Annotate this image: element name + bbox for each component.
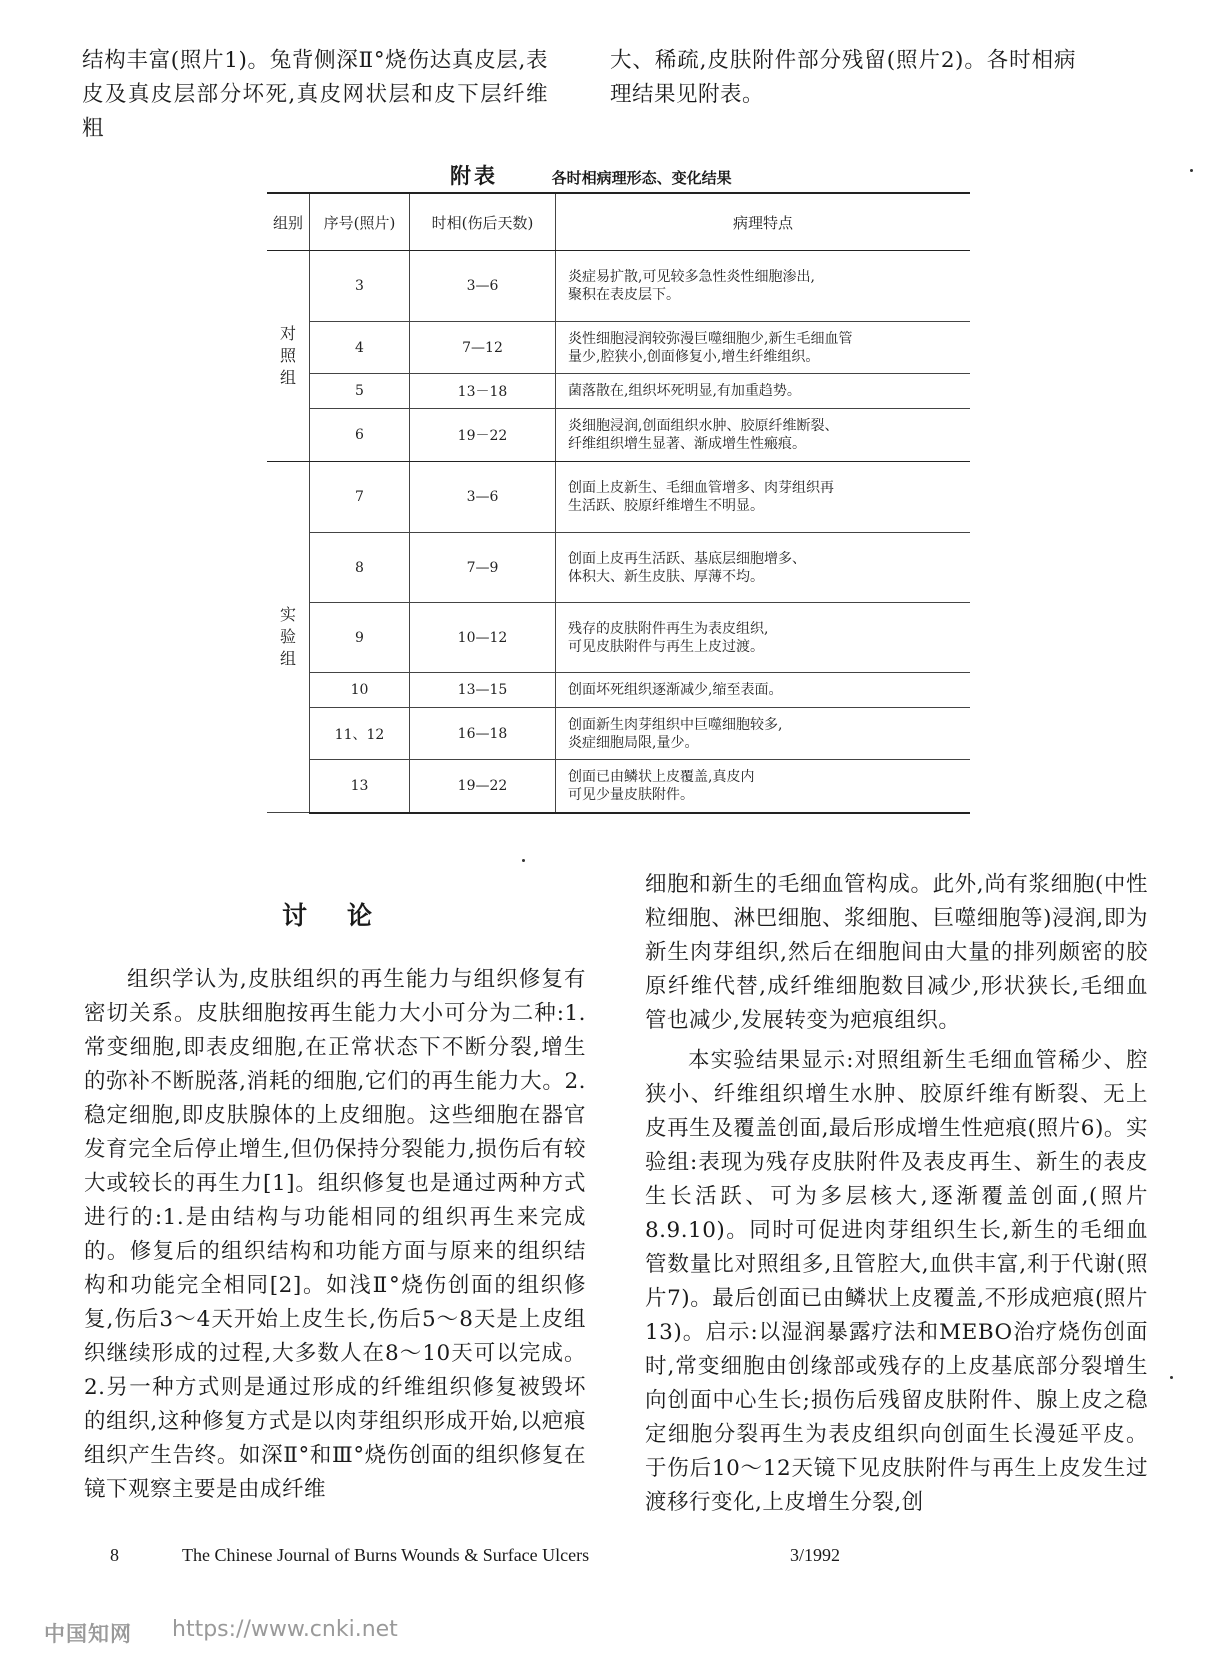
cell-number: 10 — [310, 673, 410, 708]
table-caption — [450, 160, 1050, 190]
cell-number: 5 — [310, 374, 410, 409]
table-row — [267, 374, 970, 409]
table-title: 各时相病理形态、变化结果 — [551, 169, 732, 187]
scan-speck — [1190, 169, 1193, 172]
cell-number: 9 — [310, 603, 410, 673]
group-control — [267, 251, 310, 462]
table-row — [267, 322, 970, 374]
cell-phase: 16—18 — [410, 708, 556, 760]
journal-name: The Chinese Journal of Burns Wounds & Surface Ulcers — [182, 1545, 590, 1565]
discussion-right-paragraph-1: 细胞和新生的毛细血管构成。此外,尚有浆细胞(中性粒细胞、淋巴细胞、浆细胞、巨噬细胞等)浸润,即为新生肉芽组织,然后在细胞间由大量的排列颇密的胶原纤维代替,成纤维细胞数目减少,形状狭长,毛细血管也减少,发展转变为疤痕组织。 — [645, 872, 1148, 1033]
cell-phase: 19－22 — [410, 409, 556, 462]
cnki-logo: 中国知网 — [44, 1622, 132, 1646]
top-right-paragraph: 大、稀疏,皮肤附件部分残留(照片2)。各时相病理结果见附表。 — [610, 48, 1076, 107]
header-number: 序号(照片) — [310, 193, 410, 251]
header-group: 组别 — [267, 193, 310, 251]
table-label: 附表 — [450, 164, 498, 188]
cell-phase: 3—6 — [410, 462, 556, 533]
table-row — [267, 251, 970, 322]
pathology-table — [267, 192, 970, 814]
issue-number: 3/1992 — [790, 1545, 841, 1565]
cell-number: 8 — [310, 533, 410, 603]
table-header-row — [267, 193, 970, 251]
cell-number: 3 — [310, 251, 410, 322]
cell-number: 4 — [310, 322, 410, 374]
cell-features: 菌落散在,组织坏死明显,有加重趋势。 — [556, 374, 971, 409]
table-row — [267, 533, 970, 603]
cell-features: 炎症易扩散,可见较多急性炎性细胞渗出, 聚积在表皮层下。 — [556, 251, 971, 322]
header-features: 病理特点 — [556, 193, 971, 251]
group-experiment — [267, 462, 310, 813]
table-row — [267, 462, 970, 533]
discussion-left-paragraph: 组织学认为,皮肤组织的再生能力与组织修复有密切关系。皮肤细胞按再生能力大小可分为二种:1.常变细胞,即表皮细胞,在正常状态下不断分裂,增生的弥补不断脱落,消耗的细胞,它们的再生能力大。2.稳定细胞,即皮肤腺体的上皮细胞。这些细胞在器官发育完全后停止增生,但仍保持分裂能力,损伤后有较大或较长的再生力[1]。组织修复也是通过两种方式进行的:1.是由结构与功能相同的组织再生来完成的。修复后的组织结构和功能方面与原来的组织结构和功能完全相同[2]。如浅Ⅱ°烧伤创面的组织修复,伤后3～4天开始上皮生长,伤后5～8天是上皮组织继续形成的过程,大多数人在8～10天可以完成。2.另一种方式则是通过形成的纤维组织修复被毁坏的组织,这种修复方式是以肉芽组织形成开始,以疤痕组织产生告终。如深Ⅱ°和Ⅲ°烧伤创面的组织修复在镜下观察主要是由成纤维 — [84, 967, 586, 1502]
cell-phase: 7—9 — [410, 533, 556, 603]
cell-phase: 10—12 — [410, 603, 556, 673]
cell-number: 6 — [310, 409, 410, 462]
table-row — [267, 673, 970, 708]
cell-phase: 13－18 — [410, 374, 556, 409]
cnki-url[interactable]: https://www.cnki.net — [172, 1617, 398, 1642]
cell-phase: 3—6 — [410, 251, 556, 322]
section-heading: 讨论 — [282, 901, 413, 930]
cell-number: 7 — [310, 462, 410, 533]
cell-features: 创面上皮新生、毛细血管增多、肉芽组织再 生活跃、胶原纤维增生不明显。 — [556, 462, 971, 533]
scan-speck — [522, 859, 525, 862]
table-row — [267, 708, 970, 760]
cell-features: 残存的皮肤附件再生为表皮组织, 可见皮肤附件与再生上皮过渡。 — [556, 603, 971, 673]
cell-phase: 13—15 — [410, 673, 556, 708]
cell-number: 11、12 — [310, 708, 410, 760]
group-control-label: 对照组 — [279, 324, 296, 387]
cell-features: 创面已由鳞状上皮覆盖,真皮内 可见少量皮肤附件。 — [556, 760, 971, 813]
cell-features: 炎性细胞浸润较弥漫巨噬细胞少,新生毛细血管 量少,腔狭小,创面修复小,增生纤维组织。 — [556, 322, 971, 374]
cell-features: 炎细胞浸润,创面组织水肿、胶原纤维断裂、 纤维组织增生显著、渐成增生性瘢痕。 — [556, 409, 971, 462]
table-row — [267, 603, 970, 673]
cell-features: 创面上皮再生活跃、基底层细胞增多、 体积大、新生皮肤、厚薄不均。 — [556, 533, 971, 603]
page-number: 8 — [110, 1545, 119, 1565]
cell-features: 创面坏死组织逐渐减少,缩至表面。 — [556, 673, 971, 708]
cell-phase: 7—12 — [410, 322, 556, 374]
cell-number: 13 — [310, 760, 410, 813]
table-row — [267, 760, 970, 813]
cell-features: 创面新生肉芽组织中巨噬细胞较多, 炎症细胞局限,量少。 — [556, 708, 971, 760]
group-experiment-label: 实验组 — [279, 605, 296, 668]
table-row — [267, 409, 970, 462]
header-phase: 时相(伤后天数) — [410, 193, 556, 251]
cell-phase: 19—22 — [410, 760, 556, 813]
top-left-paragraph: 结构丰富(照片1)。兔背侧深Ⅱ°烧伤达真皮层,表皮及真皮层部分坏死,真皮网状层和皮下层纤维粗 — [82, 48, 548, 141]
discussion-right-paragraph-2: 本实验结果显示:对照组新生毛细血管稀少、腔狭小、纤维组织增生水肿、胶原纤维有断裂、无上皮再生及覆盖创面,最后形成增生性疤痕(照片6)。实验组:表现为残存皮肤附件及表皮再生、新生的表皮生长活跃、可为多层核大,逐渐覆盖创面,(照片8.9.10)。同时可促进肉芽组织生长,新生的毛细血管数量比对照组多,且管腔大,血供丰富,利于代谢(照片7)。最后创面已由鳞状上皮覆盖,不形成疤痕(照片13)。启示:以湿润暴露疗法和MEBO治疗烧伤创面时,常变细胞由创缘部或残存的上皮基底部分裂增生向创面中心生长;损伤后残留皮肤附件、腺上皮之稳定细胞分裂再生为表皮组织向创面生长漫延平皮。于伤后10～12天镜下见皮肤附件与再生上皮发生过渡移行变化,上皮增生分裂,创 — [645, 1048, 1148, 1515]
scan-speck — [1170, 1376, 1173, 1379]
